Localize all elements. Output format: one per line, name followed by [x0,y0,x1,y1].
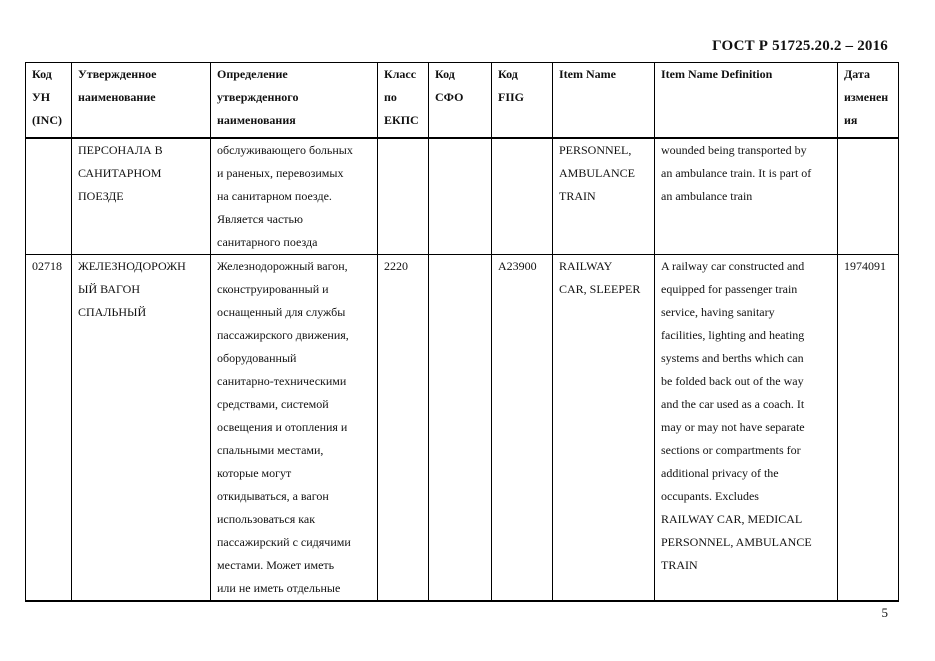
cell-fiig [492,138,553,255]
cell-item-definition: wounded being transported by an ambulance train. It is part of an ambulance train [655,138,838,255]
header-item-name: Item Name [553,63,655,138]
page-number: 5 [881,605,888,620]
header-approved-name: Утвержденное наименование [72,63,211,138]
cell-item-definition: A railway car constructed and equipped for passenger train service, having sanitary facilities, lighting and heating systems and berths which can be folded back out of the way and the car used as a coach. It may or may not have separate sections or compartments for additional privacy of the occupants. Excludes RAILWAY CAR, MEDICAL PERSONNEL, AMBULANCE TRAIN [655,254,838,601]
table-row [26,138,899,255]
cell-item-name: RAILWAY CAR, SLEEPER [553,254,655,601]
header-ekps-class: Класс по ЕКПС [378,63,429,138]
header-fiig-code: Код FIIG [492,63,553,138]
cell-code [26,138,72,255]
cell-name: ЖЕЛЕЗНОДОРОЖН ЫЙ ВАГОН СПАЛЬНЫЙ [72,254,211,601]
cell-name: ПЕРСОНАЛА В САНИТАРНОМ ПОЕЗДЕ [72,138,211,255]
cell-sfo [429,138,492,255]
cell-sfo [429,254,492,601]
cell-class: 2220 [378,254,429,601]
table-row [26,254,899,601]
header-approved-definition: Определение утвержденного наименования [211,63,378,138]
header-item-name-definition: Item Name Definition [655,63,838,138]
cell-date: 1974091 [838,254,899,601]
classification-table [25,62,899,602]
cell-definition: Железнодорожный вагон, сконструированный и оснащенный для службы пассажирского движения, оборудованный санитарно-техническими средствами, системой освещения и отопления и спальными местами, которые могут откидываться, а вагон использоваться как пассажирский с сидячими местами. Может иметь или не иметь отдельные [211,254,378,601]
cell-date [838,138,899,255]
cell-item-name: PERSONNEL, AMBULANCE TRAIN [553,138,655,255]
cell-fiig: A23900 [492,254,553,601]
header-code-inc: Код УН (INC) [26,63,72,138]
cell-definition: обслуживающего больных и раненых, перевозимых на санитарном поезде. Является частью санитарного поезда [211,138,378,255]
document-header: ГОСТ Р 51725.20.2 – 2016 [712,38,888,54]
header-change-date: Дата изменен ия [838,63,899,138]
header-sfo-code: Код СФО [429,63,492,138]
cell-code: 02718 [26,254,72,601]
cell-class [378,138,429,255]
table-header-row [26,63,899,138]
